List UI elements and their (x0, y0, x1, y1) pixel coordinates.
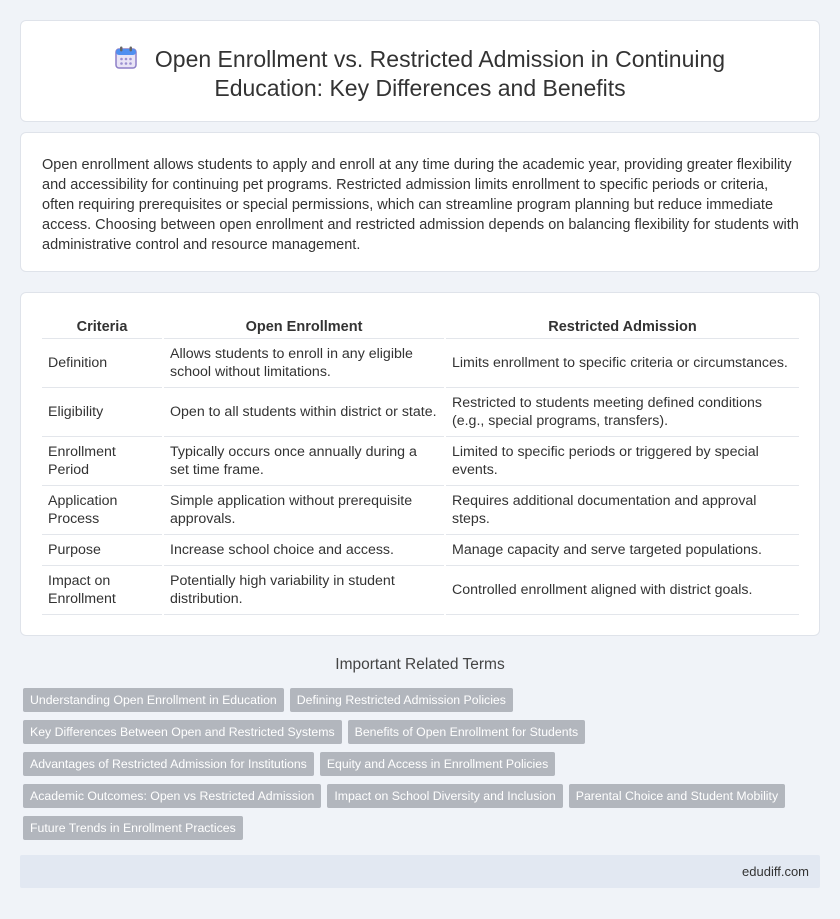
criteria-cell: Enrollment Period (42, 437, 163, 486)
restricted-cell: Manage capacity and serve targeted populations. (445, 535, 799, 566)
footer (20, 855, 820, 888)
comparison-card (20, 292, 820, 636)
open-cell: Typically occurs once annually during a set time frame. (163, 437, 445, 486)
criteria-cell: Impact on Enrollment (42, 566, 163, 615)
related-term-tag[interactable]: Academic Outcomes: Open vs Restricted Admission (23, 784, 321, 808)
restricted-cell: Restricted to students meeting defined conditions (e.g., special programs, transfers). (445, 388, 799, 437)
title-text-1: Open Enrollment vs. Restricted Admission in Continuing (154, 46, 726, 72)
table-header-row (42, 315, 799, 339)
table-row (42, 566, 799, 615)
page-title-line-1 (21, 45, 819, 74)
open-cell: Potentially high variability in student distribution. (163, 566, 445, 615)
related-term-tag[interactable]: Advantages of Restricted Admission for Institutions (23, 752, 314, 776)
related-term-tag[interactable]: Impact on School Diversity and Inclusion (327, 784, 562, 808)
related-term-tag[interactable]: Defining Restricted Admission Policies (290, 688, 513, 712)
related-terms-title: Important Related Terms (335, 656, 505, 673)
page-title (21, 45, 819, 103)
related-term-tag[interactable]: Equity and Access in Enrollment Policies (320, 752, 555, 776)
criteria-cell: Eligibility (42, 388, 163, 437)
intro-card (20, 132, 820, 272)
table-row (42, 486, 799, 535)
page-title-line-2: Education: Key Differences and Benefits (214, 75, 626, 101)
header-criteria: Criteria (42, 315, 163, 339)
open-cell: Simple application without prerequisite approvals. (163, 486, 445, 535)
restricted-cell: Limits enrollment to specific criteria or circumstances. (445, 339, 799, 388)
criteria-cell: Definition (42, 339, 163, 388)
related-term-tag[interactable]: Understanding Open Enrollment in Education (23, 688, 284, 712)
restricted-cell: Controlled enrollment aligned with district goals. (445, 566, 799, 615)
open-cell: Open to all students within district or state. (163, 388, 445, 437)
comparison-table (42, 315, 799, 615)
footer-site-link[interactable]: edudiff.com (742, 864, 809, 879)
header-open-enrollment: Open Enrollment (163, 315, 445, 339)
open-cell: Increase school choice and access. (163, 535, 445, 566)
related-term-tag[interactable]: Benefits of Open Enrollment for Students (348, 720, 586, 744)
restricted-cell: Requires additional documentation and approval steps. (445, 486, 799, 535)
calendar-icon (115, 46, 137, 70)
restricted-cell: Limited to specific periods or triggered by special events. (445, 437, 799, 486)
intro-paragraph: Open enrollment allows students to apply and enroll at any time during the academic year, providing greater flexibility and accessibility for continuing pet programs. Restricted admission limits enrollment to specific periods or criteria, often requiring prerequisites or special permissions, which can streamline program planning but reduce immediate access. Choosing between open enrollment and restricted admission depends on balancing flexibility for students with administrative control and resource management. (42, 157, 799, 253)
related-terms-list (23, 688, 823, 848)
related-term-tag[interactable]: Key Differences Between Open and Restricted Systems (23, 720, 342, 744)
criteria-cell: Application Process (42, 486, 163, 535)
table-row (42, 339, 799, 388)
criteria-cell: Purpose (42, 535, 163, 566)
table-row (42, 535, 799, 566)
open-cell: Allows students to enroll in any eligible school without limitations. (163, 339, 445, 388)
related-term-tag[interactable]: Parental Choice and Student Mobility (569, 784, 785, 808)
related-term-tag[interactable]: Future Trends in Enrollment Practices (23, 816, 243, 840)
table-row (42, 388, 799, 437)
table-row (42, 437, 799, 486)
title-card (20, 20, 820, 122)
header-restricted-admission: Restricted Admission (445, 315, 799, 339)
